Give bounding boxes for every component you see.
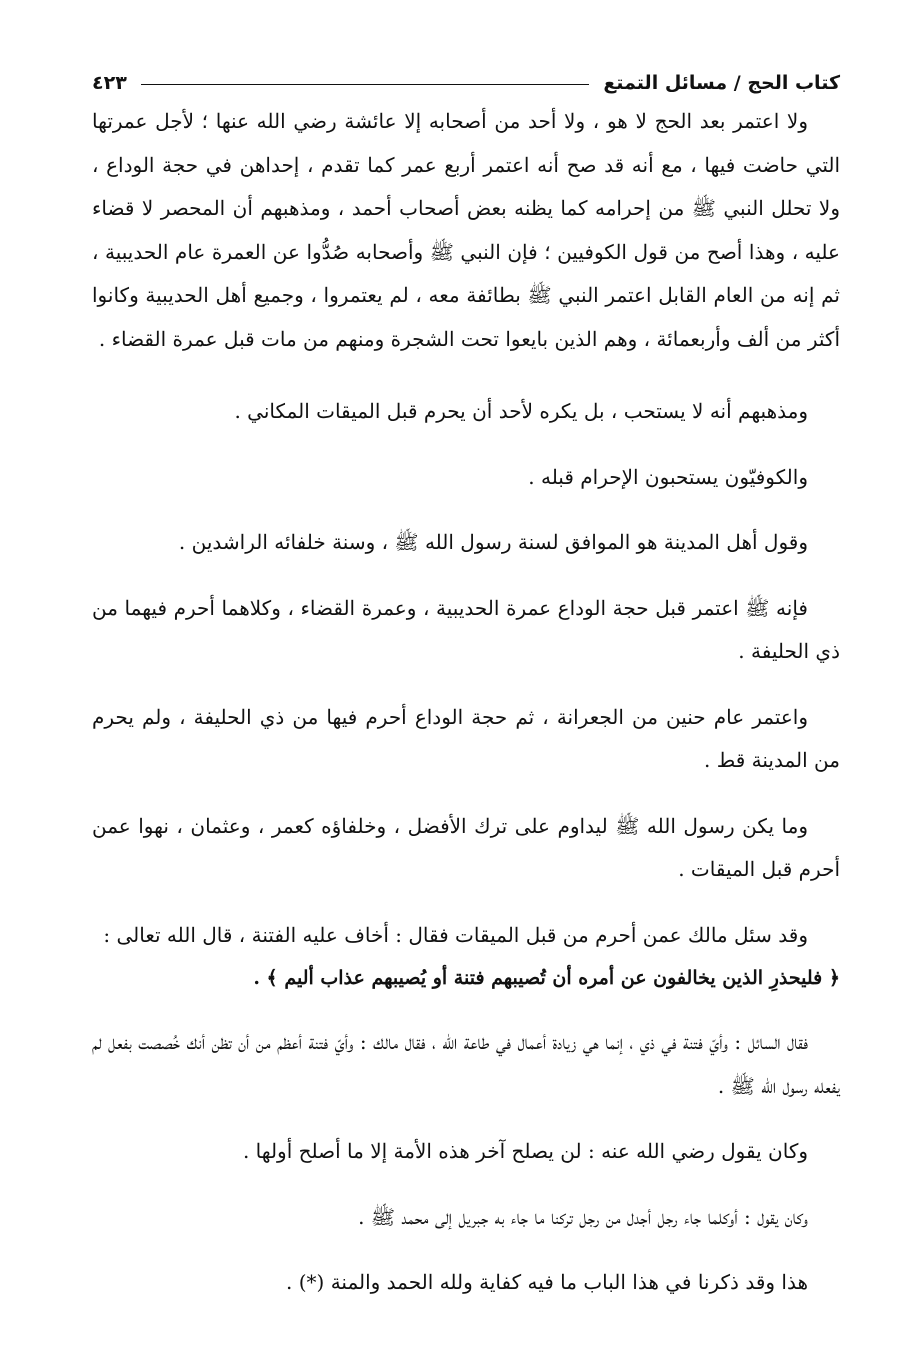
running-header [92,66,840,100]
malik-intro: وقد سئل مالك عمن أحرم من قبل الميقات فقال : أخاف عليه الفتنة ، قال الله تعالى : [103,922,808,947]
paragraph-hudaybiyah: فإنه ﷺ اعتمر قبل حجة الوداع عمرة الحديبية ، وعمرة القضاء ، وكلاهما أحرم فيهما من ذي الحليفة . [92,595,840,663]
paragraph-caliphs: وما يكن رسول الله ﷺ ليداوم على ترك الأفضل ، وخلفاؤه كعمر ، وعثمان ، نهوا عمن أحرم قبل الميقات . [92,813,840,881]
header-rule [141,84,590,85]
page-body [92,100,840,1305]
paragraph-jiranah: واعتمر عام حنين من الجعرانة ، ثم حجة الوداع أحرم فيها من ذي الحليفة ، ولم يحرم من المدينة قط . [92,704,840,772]
quran-verse [92,957,840,999]
verse-text: فليحذرِ الذين يخالفون عن أمره أن تُصيبهم فتنة أو يُصيبهم عذاب أليم [284,967,823,989]
paragraph-miqat-opinion: ومذهبهم أنه لا يستحب ، بل يكره لأحد أن يحرم قبل الميقات المكاني . [234,399,808,423]
paragraph-umrah: ولا اعتمر بعد الحج لا هو ، ولا أحد من أصحابه إلا عائشة رضي الله عنها ؛ لأجل عمرتها التي حاضت فيها ، مع أنه قد صح أنه اعتمر أربع عمر كما تقدم ، إحداهن في حجة الوداع ، ولا تحلل النبي ﷺ من إحرامه كما يظنه بعض أصحاب أحمد ، ومذهبهم أن المحصر لا قضاء عليه ، وهذا أصح من قول الكوفيين ؛ فإن النبي ﷺ وأصحابه صُدُّوا عن العمرة عام الحديبية ، ثم إنه من العام القابل اعتمر النبي ﷺ بطائفة معه ، لم يعتمروا ، وجميع أهل الحديبية وكانوا أكثر من ألف وأربعمائة ، وهم الذين بايعوا تحت الشجرة ومنهم من مات قبل عمرة القضاء . [92,109,840,351]
verse-close-bracket: ﴾ . [253,967,278,989]
header-title: كتاب الحج / مسائل التمتع [603,72,840,94]
paragraph-kufans: والكوفيّون يستحبون الإحرام قبله . [528,464,808,489]
paragraph-conclusion: هذا وقد ذكرنا في هذا الباب ما فيه كفاية ولله الحمد والمنة (*) . [286,1270,808,1294]
paragraph-questioner: فقال السائل : وأيّ فتنة في ذي ، إنما هي زيادة أعمال في طاعة الله ، فقال مالك : وأيّ فتنة أعظم من أن تظن أنك خُصصت بفعل لم يفعله رسول الله ﷺ . [92,1030,840,1098]
paragraph-malik [92,914,840,1000]
verse-open-bracket: ﴿ [828,967,840,989]
paragraph-ummah: وكان يقول رضي الله عنه : لن يصلح آخر هذه الأمة إلا ما أصلح أولها . [242,1139,808,1163]
paragraph-jibril: وكان يقول : أوكلما جاء رجل أجدل من رجل تركنا ما جاء به جبريل إلى محمد ﷺ . [358,1204,808,1229]
page-number: ٤٢٣ [92,72,127,94]
paragraph-madinah: وقول أهل المدينة هو الموافق لسنة رسول الله ﷺ ، وسنة خلفائه الراشدين . [178,530,808,554]
